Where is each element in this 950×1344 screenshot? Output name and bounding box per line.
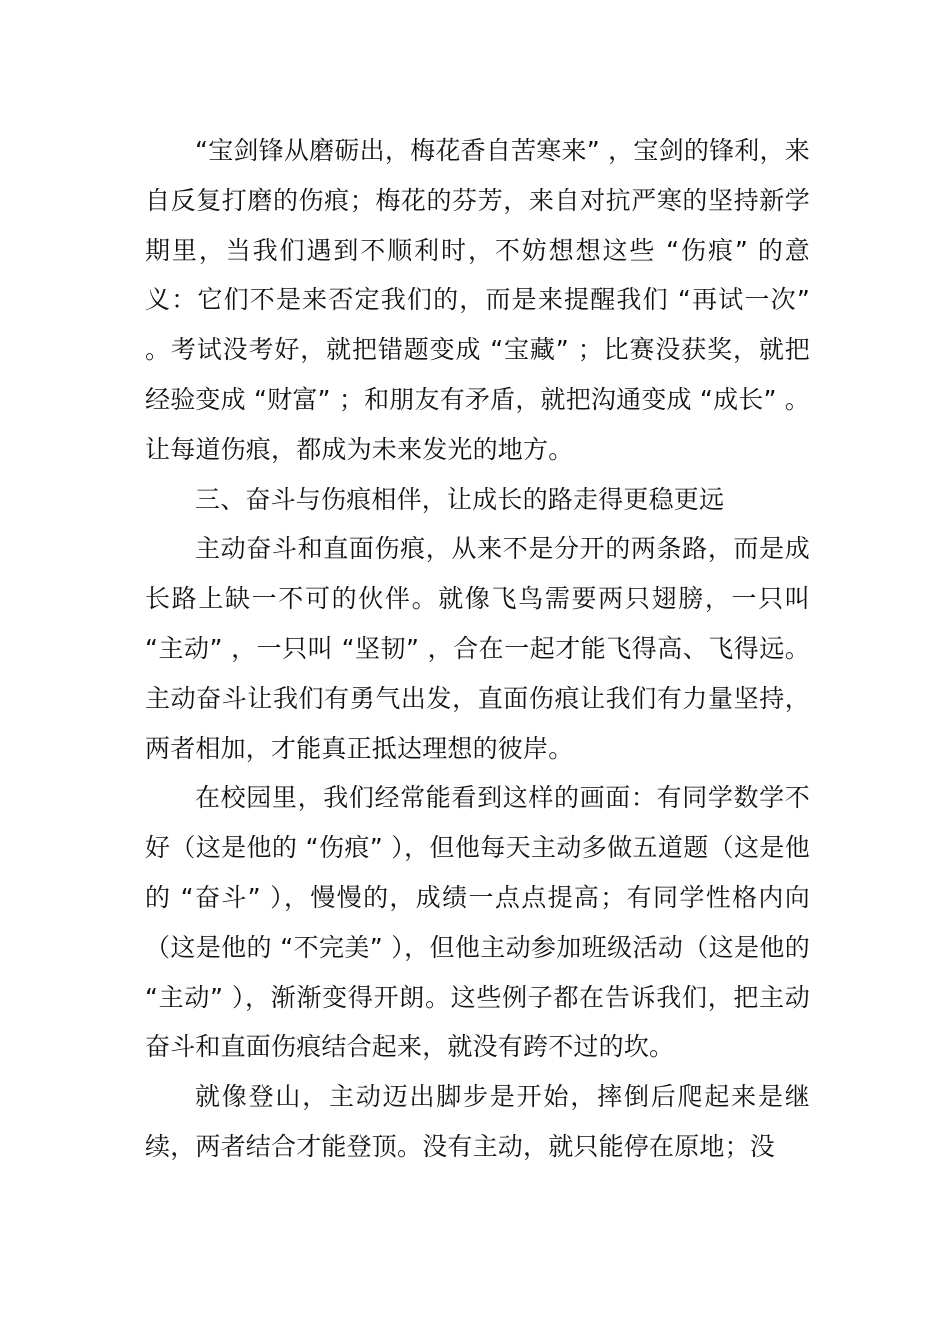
section-heading-three: 三、奋斗与伤痕相伴，让成长的路走得更稳更远 — [195, 484, 725, 514]
paragraph-campus-examples: 在校园里，我们经常能看到这样的画面：有同学数学不好（这是他的 “伤痕” ），但他每天主动多做五道题（这是他的 “奋斗” ），慢慢的，成绩一点点提高；有同学性格内向（这是他的 “不完美” ），但他主动参加班级活动（这是他的 “主动” ），渐渐变得开朗。这些例子都在告诉我们，把主动奋斗和直面伤痕结合起来，就没有跨不过的坎。 — [145, 783, 810, 1062]
document-body — [145, 126, 810, 1172]
paragraph-sword-plum: “宝剑锋从磨砺出，梅花香自苦寒来” ，宝剑的锋利，来自反复打磨的伤痕；梅花的芬芳，来自对抗严寒的坚持新学期里，当我们遇到不顺利时，不妨想想这些 “伤痕” 的意义：它们不是来否定我们的，而是来提醒我们 “再试一次” 。考试没考好，就把错题变成 “宝藏” ；比赛没获奖，就把经验变成 “财富” ；和朋友有矛盾，就把沟通变成 “成长” 。让每道伤痕，都成为未来发光的地方。 — [145, 136, 810, 464]
paragraph-two-wings: 主动奋斗和直面伤痕，从来不是分开的两条路，而是成长路上缺一不可的伙伴。就像飞鸟需要两只翅膀，一只叫 “主动” ，一只叫 “坚韧” ，合在一起才能飞得高、飞得远。主动奋斗让我们有勇气出发，直面伤痕让我们有力量坚持，两者相加，才能真正抵达理想的彼岸。 — [145, 534, 810, 763]
paragraph-mountain-climbing: 就像登山，主动迈出脚步是开始，摔倒后爬起来是继续，两者结合才能登顶。没有主动，就只能停在原地；没 — [145, 1082, 810, 1161]
